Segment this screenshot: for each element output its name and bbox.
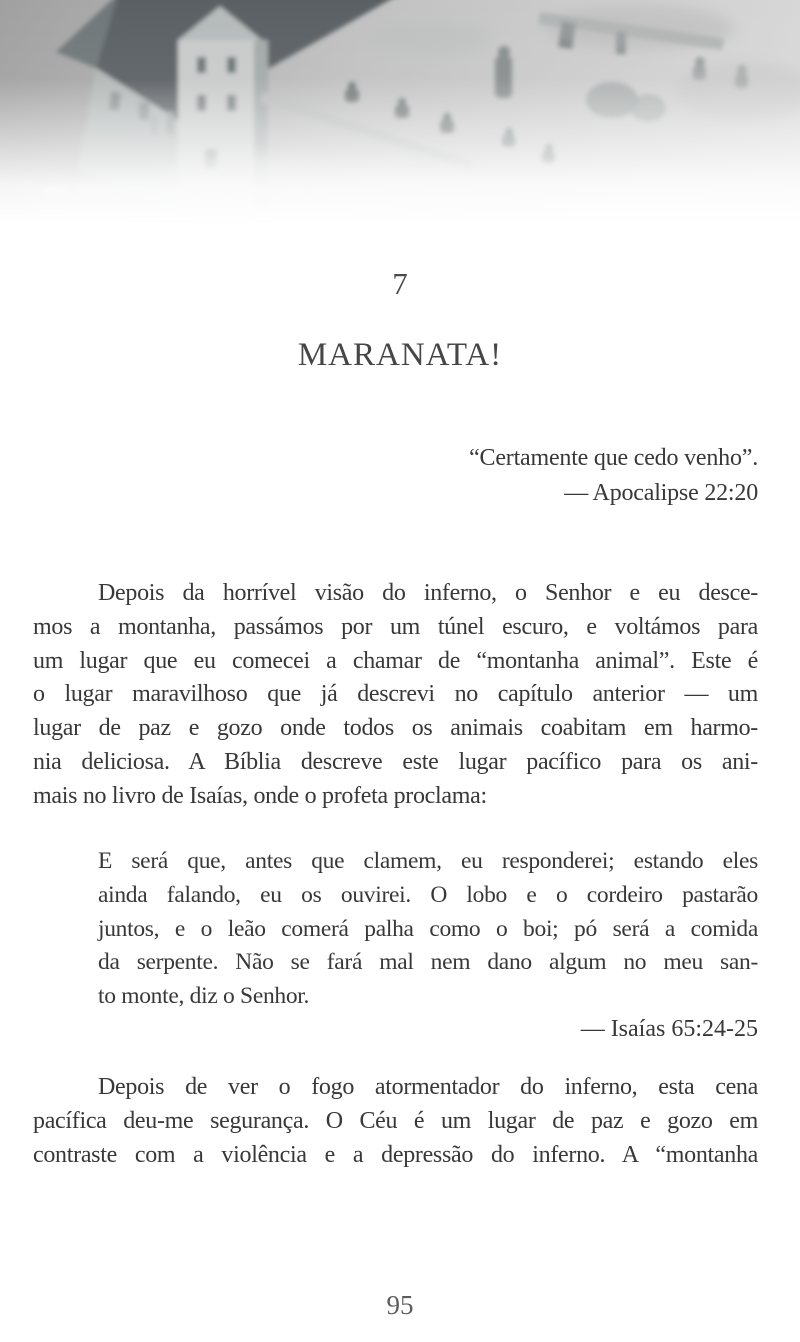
text-line: contraste com a violência e a depressão do inferno. A “montanha — [33, 1141, 758, 1168]
text-line: um lugar que eu comecei a chamar de “montanha animal”. Este é — [33, 647, 758, 674]
chapter-title: MARANATA! — [297, 337, 503, 373]
text-line: mos a montanha, passámos por um túnel escuro, e voltámos para — [33, 613, 758, 640]
body-paragraph-1 — [33, 577, 758, 814]
epigraph-source: — Apocalipse 22:20 — [564, 480, 758, 506]
chapter-header-image — [0, 0, 800, 225]
text-line: pacífica deu-me segurança. O Céu é um lugar de paz e gozo em — [33, 1107, 758, 1134]
epigraph-quote: “Certamente que cedo venho”. — [469, 445, 758, 471]
quote-attribution: — Isaías 65:24-25 — [580, 1016, 758, 1042]
text-line: Depois de ver o fogo atormentador do inferno, esta cena — [98, 1074, 758, 1100]
text-line: da serpente. Não se fará mal nem dano algum no meu san- — [98, 949, 758, 976]
text-line: E será que, antes que clamem, eu responderei; estando eles — [98, 848, 758, 874]
text-line: lugar de paz e gozo onde todos os animais coabitam em harmo- — [33, 715, 758, 742]
page-number: 95 — [386, 1290, 414, 1320]
chapter-number: 7 — [392, 266, 408, 301]
block-quote — [98, 845, 758, 1014]
text-line: o lugar maravilhoso que já descrevi no capítulo anterior — um — [33, 681, 758, 708]
text-line: nia deliciosa. A Bíblia descreve este lugar pacífico para os ani- — [33, 748, 758, 775]
body-paragraph-2 — [33, 1071, 758, 1172]
text-line: juntos, e o leão comerá palha como o boi; pó será a comida — [98, 915, 758, 942]
text-line: Depois da horrível visão do inferno, o Senhor e eu desce- — [98, 580, 758, 606]
text-line: to monte, diz o Senhor. — [98, 983, 310, 1010]
text-line: ainda falando, eu os ouvirei. O lobo e o cordeiro pastarão — [98, 881, 758, 908]
text-line: mais no livro de Isaías, onde o profeta proclama: — [33, 782, 487, 809]
epigraph — [469, 441, 758, 511]
faded-castle-photo-illustration — [0, 0, 800, 225]
